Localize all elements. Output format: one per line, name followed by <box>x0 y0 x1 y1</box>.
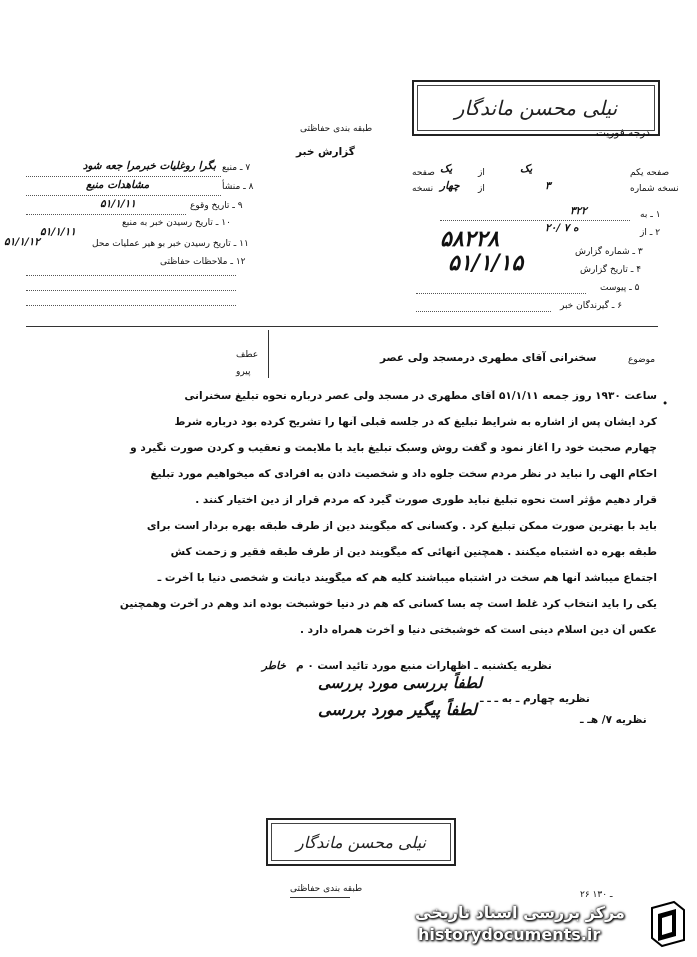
bottom-stamp <box>266 818 456 866</box>
note-first: نظریه یکشنبه ـ اظهارات منبع مورد تائید است ۰ م <box>296 660 552 672</box>
copy-mid: از <box>478 184 485 194</box>
body-line: ساعت ۱۹۳۰ روز جمعه ۵۱/۱/۱۱ آقای مطهری در مسجد ولی عصر درباره نحوه تبلیغ سخنرانی <box>184 390 657 402</box>
priority-label: درجه فوریت <box>596 127 650 139</box>
report-title: گزارش خبر <box>296 146 355 158</box>
note-second: نظریه چهارم ـ به ـ ـ ـ <box>480 693 590 705</box>
field-source-value: بگرا روغلیات خبرمرا جعه شود <box>82 160 216 172</box>
page-of-value: یک <box>520 163 533 175</box>
from-label: ۲ ـ از <box>640 228 661 238</box>
watermark-url: historydocuments.ir <box>418 925 601 944</box>
note-third: نظریه ۷/ هـ ـ <box>580 714 647 726</box>
to-value: ۳۲۲ <box>570 205 587 217</box>
field-origin-value: مشاهدات منبع <box>86 179 150 191</box>
page-of-label: صفحه یکم <box>630 168 670 178</box>
bottom-divider <box>290 897 350 898</box>
subject-text: سخنرانی آقای مطهری درمسجد ولی عصر <box>380 352 597 364</box>
body-line: طبقه بهره ده اشتباه میکنند . همچنین آنهائی که میگویند دین از طرف طبقه فقیر و زحمت کش <box>170 546 657 558</box>
divider-top <box>26 326 658 327</box>
bottom-classification: طبقه بندی حفاظتی <box>290 884 363 894</box>
copy-end: نسخه <box>412 184 434 194</box>
bottom-stamp-text: ﻧﯿﻠﯽ ﻣﺤﺴﻦ ﻣﺎﻧﺪﮔﺎﺭ <box>271 823 451 861</box>
body-line: عکس آن دین اسلام دینی است که خوشبختی دنیا و آخرت همراه دارد . <box>300 624 657 636</box>
watermark-logo-icon <box>648 900 688 948</box>
divider-vertical <box>268 330 269 378</box>
recipients-label: ۶ ـ گیرندگان خبر <box>560 301 623 311</box>
bullet-mark: • <box>662 398 669 410</box>
field-receipt-date-label: ۱۰ ـ تاریخ رسیدن خبر به منبع <box>122 218 231 228</box>
report-date-value: ۵۱/۱/۱۵ <box>448 250 524 276</box>
page-of-total: یک <box>440 163 453 175</box>
field-event-date-value: ۵۱/۱/۱۱ <box>100 198 136 210</box>
field-arrival-date-label: ۱۱ ـ تاریخ رسیدن خبر بو هیر عملیات محل <box>92 239 249 249</box>
field-security-notes-label: ۱۲ ـ ملاحظات حفاظتی <box>160 257 246 267</box>
field-event-date-label: ۹ ـ تاریخ وقوع <box>190 201 243 211</box>
field-receipt-date-value: ۵۱/۱/۱۱ <box>40 226 76 238</box>
to-label: ۱ ـ به <box>640 210 661 220</box>
body-line: اجتماع میباشد آنها هم سخت در اشتباه میباشند کلیه هم که میگویند دیانت و شخصی دنیا با آخرت ـ <box>157 572 657 584</box>
reference-label: عطف <box>236 350 259 360</box>
body-line: باید با بهترین صورت ممکن تبلیغ کرد . وکسانی که میگویند دین از طرف طبقه بهره بردار است برای <box>146 520 657 532</box>
page-of-mid: از <box>478 168 485 178</box>
report-number-label: ۳ ـ شماره گزارش <box>575 247 643 257</box>
copy-value: ۳ <box>545 180 551 192</box>
from-value: ۲۰/ ه ۷ <box>545 222 579 234</box>
field-arrival-date-value: ۵۱/۱/۱۲ <box>4 236 40 248</box>
copy-label: نسخه شماره <box>630 184 679 194</box>
classification-label: طبقه بندی حفاظتی <box>300 124 373 134</box>
copy-total: چهار <box>440 180 460 192</box>
body-line: کرد ایشان پس از اشاره به شرایط تبلیغ که در جلسه قبلی آنها را تشریح کرده بود درباره شرط <box>174 416 657 428</box>
report-date-label: ۴ ـ تاریخ گزارش <box>580 265 642 275</box>
body-line: یکی را باید انتخاب کرد غلط است چه بسا کسانی که هم در دنیا خوشبخت بوده اند وهم در آخرت وهمچنین <box>119 598 657 610</box>
handwritten-note-1: لطفاً بررسی مورد بررسی <box>318 674 482 692</box>
report-number-value: ۵۸۲۲۸ <box>440 226 500 252</box>
top-stamp-text: ﻧﯿﻠﯽ ﻣﺤﺴﻦ ﻣﺎﻧﺪﮔﺎﺭ <box>417 85 655 131</box>
field-origin-label: ۸ ـ منشأ <box>222 182 254 192</box>
field-source-label: ۷ ـ منبع <box>222 163 251 173</box>
handwritten-note-2: لطفاً پیگیر مورد بررسی <box>318 700 477 719</box>
note-first-extra: خاطر <box>262 660 286 672</box>
page-number: ۲۶ ـ ۱۳۰ <box>580 890 613 900</box>
attachment-label: ۵ ـ پیوست <box>600 283 640 293</box>
subject-label: موضوع <box>628 355 656 365</box>
body-line: قرار دهیم مؤثر است نحوه تبلیغ نباید طوری صورت گیرد که مردم قرار از دین اختیار کنند . <box>195 494 657 506</box>
follow-up-label: پیرو <box>236 367 251 377</box>
watermark-name: مرکز بررسی اسناد تاریخی <box>415 903 625 922</box>
body-line: احکام الهی را نباید در نظر مردم سخت جلوه داد و شخصیت دادن به افرادی که میخواهیم مورد تبلیغ <box>150 468 657 480</box>
body-line: چهارم صحبت خود را آغاز نمود و گفت روش وسبک تبلیغ باید با ملایمت و تعقیب و کردن صورت نگیرد و <box>130 442 657 454</box>
page-of-end: صفحه <box>412 168 435 178</box>
